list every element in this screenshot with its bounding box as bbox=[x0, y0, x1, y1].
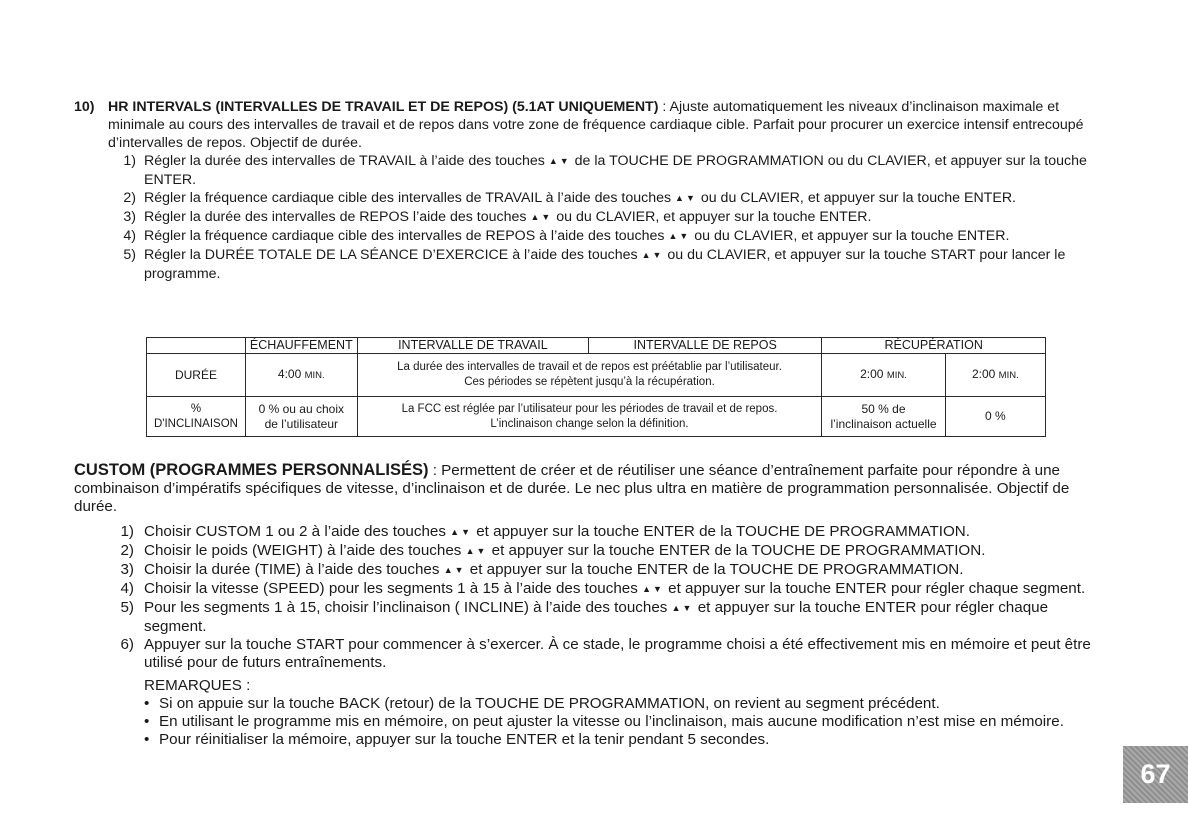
list-item: 1) Régler la durée des intervalles de TRAVAIL à l’aide des touches ▲▼ de la TOUCHE DE PROGRAMMATION ou du CLAVIER, et appuyer sur la touche ENTER. bbox=[123, 153, 1087, 188]
list-item: 3) Choisir la durée (TIME) à l’aide des touches ▲▼ et appuyer sur la touche ENTER de la TOUCHE DE PROGRAMMATION. bbox=[120, 561, 964, 578]
section-heading bbox=[74, 461, 1104, 516]
list-item: 3) Régler la durée des intervalles de REPOS l’aide des touches ▲▼ ou du CLAVIER, et appuyer sur la touche ENTER. bbox=[123, 209, 872, 225]
step-list bbox=[74, 523, 1104, 672]
remarks bbox=[144, 677, 1104, 749]
up-down-arrows-icon: ▲▼ bbox=[450, 527, 472, 537]
bullet-icon: • bbox=[144, 731, 150, 748]
section-number: 10) bbox=[74, 99, 95, 115]
interval-table bbox=[146, 337, 1046, 437]
bullet-icon: • bbox=[144, 713, 150, 730]
bullet-icon: • bbox=[144, 695, 150, 712]
list-item: 1) Choisir CUSTOM 1 ou 2 à l’aide des touches ▲▼ et appuyer sur la touche ENTER de la TOUCHE DE PROGRAMMATION. bbox=[120, 523, 970, 540]
custom-section bbox=[74, 461, 1104, 749]
table-cell: 0 % bbox=[945, 397, 1045, 437]
list-item: 4) Choisir la vitesse (SPEED) pour les segments 1 à 15 à l’aide des touches ▲▼ et appuyer sur la touche ENTER pour régler chaque segment. bbox=[120, 580, 1086, 597]
up-down-arrows-icon: ▲▼ bbox=[668, 231, 691, 241]
table-cell: 2:00 MIN. bbox=[822, 354, 945, 397]
up-down-arrows-icon: ▲▼ bbox=[443, 565, 466, 575]
table-header-cell: INTERVALLE DE REPOS bbox=[589, 338, 822, 354]
table-row bbox=[147, 354, 1046, 397]
list-item: 2) Régler la fréquence cardiaque cible des intervalles de TRAVAIL à l’aide des touches ▲▼ ou du CLAVIER, et appuyer sur la touche ENTER. bbox=[123, 190, 1017, 206]
table-row bbox=[147, 397, 1046, 437]
table-header-cell: INTERVALLE DE TRAVAIL bbox=[357, 338, 588, 354]
remarks-list bbox=[144, 695, 1104, 749]
up-down-arrows-icon: ▲▼ bbox=[465, 546, 488, 556]
table-cell: La FCC est réglée par l’utilisateur pour les périodes de travail et de repos. L’inclinaison change selon la définition. bbox=[357, 397, 822, 437]
up-down-arrows-icon: ▲▼ bbox=[642, 584, 664, 594]
list-item: 4) Régler la fréquence cardiaque cible des intervalles de REPOS à l’aide des touches ▲▼ ou du CLAVIER, et appuyer sur la touche ENTER. bbox=[123, 228, 1010, 244]
up-down-arrows-icon: ▲▼ bbox=[530, 212, 553, 222]
up-down-arrows-icon: ▲▼ bbox=[675, 193, 697, 203]
section-heading bbox=[74, 98, 1104, 152]
up-down-arrows-icon: ▲▼ bbox=[641, 250, 664, 260]
table-cell: 4:00 MIN. bbox=[245, 354, 357, 397]
section-title: HR INTERVALS (INTERVALLES DE TRAVAIL ET DE REPOS) (5.1AT UNIQUEMENT) bbox=[108, 99, 659, 115]
table-header-cell: RÉCUPÉRATION bbox=[822, 338, 1046, 354]
hr-intervals-section bbox=[74, 98, 1104, 283]
list-item: 6) Appuyer sur la touche START pour commencer à s’exercer. À ce stade, le programme choisi a été effectivement mis en mémoire et peut être utilisé pour de futurs entraînements. bbox=[120, 636, 1091, 671]
row-label-duree: DURÉE bbox=[147, 354, 246, 397]
table-cell: 50 % de l’inclinaison actuelle bbox=[822, 397, 945, 437]
page-number: 67 bbox=[1123, 746, 1188, 803]
table-header-cell: ÉCHAUFFEMENT bbox=[245, 338, 357, 354]
section-description: : Permettent de créer et de réutiliser une séance d’entraînement parfaite pour répondre à une combinaison d’impératifs spécifiques de vitesse, d’inclinaison et de durée. Le nec plus ultra en matière de programmation personnalisée. Objectif de durée. bbox=[74, 462, 1070, 515]
list-item: 2) Choisir le poids (WEIGHT) à l’aide des touches ▲▼ et appuyer sur la touche ENTER de la TOUCHE DE PROGRAMMATION. bbox=[120, 542, 986, 559]
up-down-arrows-icon: ▲▼ bbox=[548, 156, 571, 166]
section-description: : Ajuste automatiquement les niveaux d’inclinaison maximale et minimale au cours des intervalles de travail et de repos dans votre zone de fréquence cardiaque cible. Parfait pour procurer un exercice intensif entrecoupé d’intervalles de repos. Objectif de durée. bbox=[108, 99, 1084, 151]
row-label-inclinaison: % D'INCLINAISON bbox=[147, 397, 246, 437]
table-cell: 0 % ou au choix de l’utilisateur bbox=[245, 397, 357, 437]
up-down-arrows-icon: ▲▼ bbox=[671, 603, 694, 613]
table-header-cell bbox=[147, 338, 246, 354]
remarks-title: REMARQUES : bbox=[144, 677, 251, 694]
table-cell: 2:00 MIN. bbox=[945, 354, 1045, 397]
list-item: • En utilisant le programme mis en mémoire, on peut ajuster la vitesse ou l’inclinaison, mais aucune modification n’est mise en mémoire. bbox=[144, 713, 1064, 730]
table-header-row bbox=[147, 338, 1046, 354]
list-item: • Si on appuie sur la touche BACK (retour) de la TOUCHE DE PROGRAMMATION, on revient au segment précédent. bbox=[144, 695, 940, 712]
list-item: • Pour réinitialiser la mémoire, appuyer sur la touche ENTER et la tenir pendant 5 secondes. bbox=[144, 731, 770, 748]
list-item: 5) Pour les segments 1 à 15, choisir l’inclinaison ( INCLINE) à l’aide des touches ▲▼ et appuyer sur la touche ENTER pour régler chaque segment. bbox=[120, 599, 1049, 635]
table-cell: La durée des intervalles de travail et de repos est préétablie par l’utilisateur. Ces périodes se répètent jusqu’à la récupération. bbox=[357, 354, 822, 397]
step-list bbox=[74, 152, 1104, 283]
list-item: 5) Régler la DURÉE TOTALE DE LA SÉANCE D’EXERCICE à l’aide des touches ▲▼ ou du CLAVIER, et appuyer sur la touche START pour lancer le programme. bbox=[123, 247, 1066, 282]
section-title: CUSTOM (PROGRAMMES PERSONNALISÉS) bbox=[74, 461, 429, 479]
